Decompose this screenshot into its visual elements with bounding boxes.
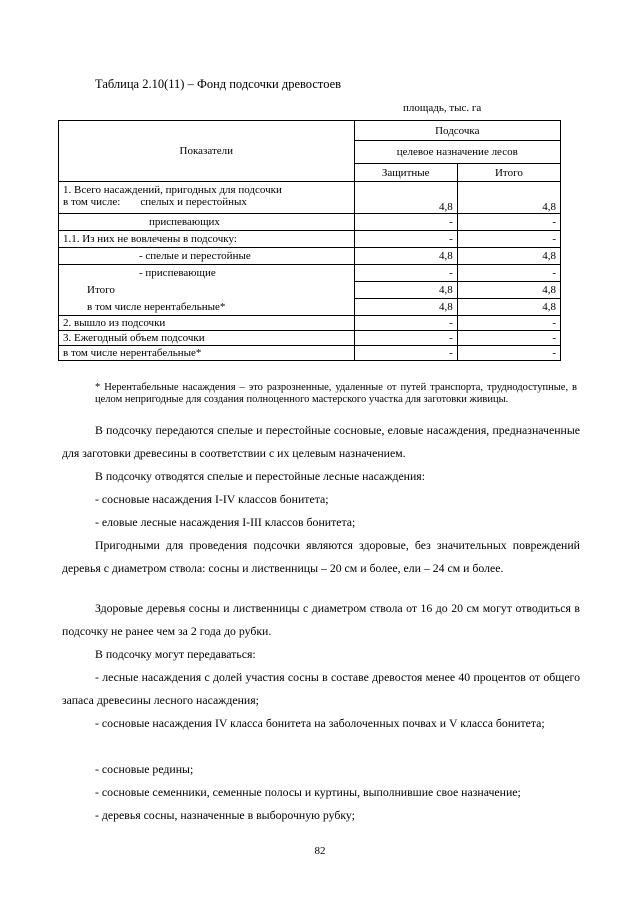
table-cell-total: - (457, 214, 560, 231)
table-cell-protective: - (354, 316, 457, 331)
table-cell-total: - (457, 331, 560, 346)
header-subgroup: целевое назначение лесов (354, 141, 560, 164)
table-row-label: в том числе нерентабельные* (59, 299, 355, 316)
table-cell-protective: 4,8 (354, 282, 457, 299)
col-protective: Защитные (354, 164, 457, 182)
table-cell-protective: - (354, 265, 457, 282)
list-item: - деревья сосны, назначенные в выборочную рубку; (95, 808, 355, 822)
forest-tapping-table (58, 120, 561, 361)
table-row-label: приспевающих (59, 214, 355, 231)
table-cell-total: - (457, 316, 560, 331)
list-item: - еловые лесные насаждения I-III классов бонитета; (95, 515, 356, 529)
table-cell-protective: - (354, 346, 457, 361)
table-cell-protective: 4,8 (354, 182, 457, 214)
table-cell-protective: 4,8 (354, 248, 457, 265)
body-paragraph: В подсочку передаются спелые и перестойные сосновые, еловые насаждения, предназначенные для заготовки древесины в соответствии с их целевым назначением. (62, 423, 580, 460)
table-footnote: * Нерентабельные насаждения – это разрозненные, удаленные от путей транспорта, труднодоступные, в целом непригодные для создания полноценного мастерского участка для заготовки живицы. (95, 382, 577, 405)
table-row-label: - приспевающие (59, 265, 355, 282)
table-row-label (59, 182, 355, 214)
table-cell-protective: 4,8 (354, 299, 457, 316)
table-cell-total: 4,8 (457, 182, 560, 214)
row-label-prefix: в том числе: (63, 196, 121, 208)
table-row-label: - спелые и перестойные (59, 248, 355, 265)
table-row-label: 2. вышло из подсочки (59, 316, 355, 331)
list-item: - сосновые семенники, семенные полосы и куртины, выполнившие свое назначение; (95, 785, 521, 799)
table-cell-total: - (457, 346, 560, 361)
table-row-label: Итого (59, 282, 355, 299)
row-label-line-1: 1. Всего насаждений, пригодных для подсочки (63, 184, 282, 196)
list-item: - сосновые насаждения IV класса бонитета на заболоченных почвах и V класса бонитета; (95, 716, 545, 730)
table-row-label: 1.1. Из них не вовлечены в подсочку: (59, 231, 355, 248)
body-paragraph: Пригодными для проведения подсочки являются здоровые, без значительных повреждений деревья с диаметром ствола: сосны и лиственницы – 20 см и более, ели – 24 см и более. (62, 538, 580, 575)
table-cell-total: 4,8 (457, 248, 560, 265)
table-cell-total: - (457, 231, 560, 248)
table-caption: Таблица 2.10(11) – Фонд подсочки древостоев (95, 77, 342, 91)
table-cell-total: - (457, 265, 560, 282)
table-cell-protective: - (354, 214, 457, 231)
table-cell-total: 4,8 (457, 299, 560, 316)
header-group: Подсочка (354, 121, 560, 141)
row-label-item: спелых и перестойных (140, 196, 247, 208)
body-paragraph: Здоровые деревья сосны и лиственницы с диаметром ствола от 16 до 20 см могут отводиться в подсочку не ранее чем за 2 года до рубки. (62, 601, 580, 638)
list-item: - сосновые насаждения I-IV классов бонитета; (95, 492, 329, 506)
list-item: - лесные насаждения с долей участия сосны в составе древостоя менее 40 процентов от общего запаса древесины лесного насаждения; (62, 670, 580, 707)
header-indicator: Показатели (59, 121, 355, 182)
table-row-label: 3. Ежегодный объем подсочки (59, 331, 355, 346)
table-row-label: в том числе нерентабельные* (59, 346, 355, 361)
col-total: Итого (457, 164, 560, 182)
body-paragraph: В подсочку могут передаваться: (95, 647, 256, 661)
units-label: площадь, тыс. га (403, 102, 482, 114)
row-label-line-2 (63, 196, 350, 208)
list-item: - сосновые редины; (95, 762, 194, 776)
page-number: 82 (314, 845, 326, 857)
table-cell-protective: - (354, 331, 457, 346)
table-cell-protective: - (354, 231, 457, 248)
table-cell-total: 4,8 (457, 282, 560, 299)
body-paragraph: В подсочку отводятся спелые и перестойные лесные насаждения: (95, 469, 426, 483)
